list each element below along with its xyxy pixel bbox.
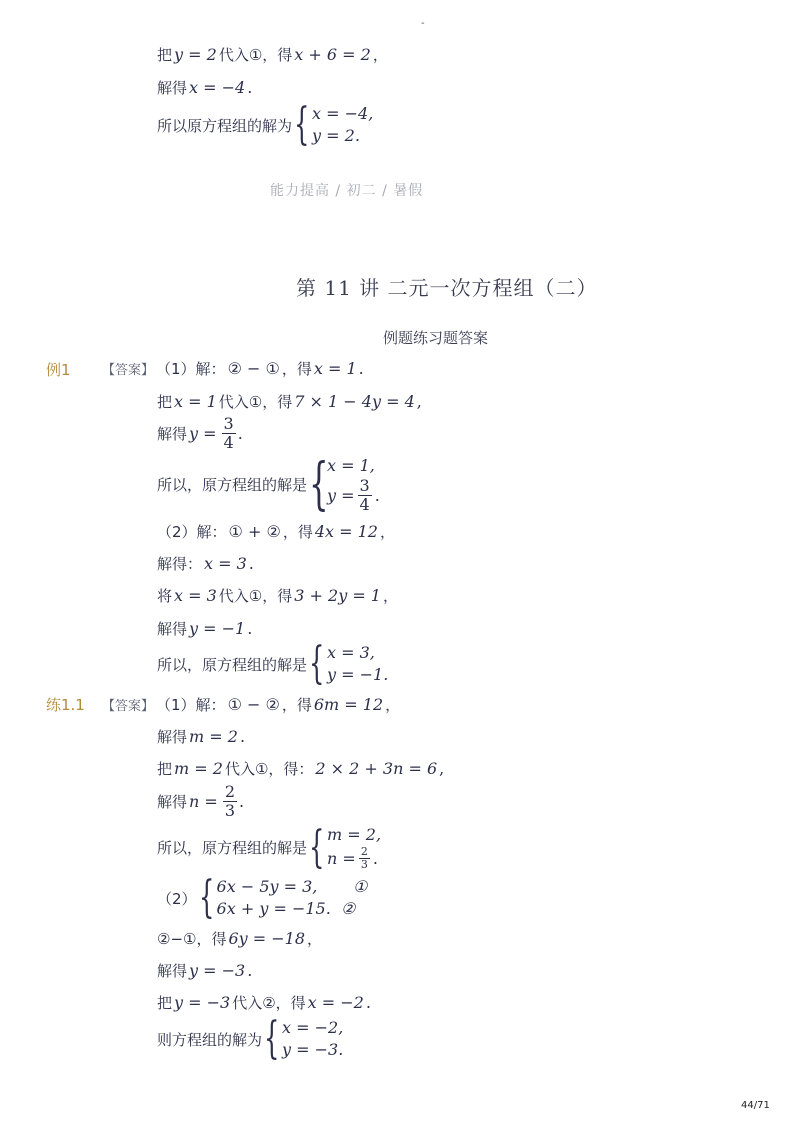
ex1-line-3 [157, 415, 245, 452]
ex2-line-6 [157, 872, 369, 923]
equation: x = −4, [312, 104, 374, 123]
math: ① + ② [228, 522, 281, 541]
text: ， [382, 587, 398, 605]
math: 3 + 2y = 1 [294, 586, 381, 605]
math: x = 1 [174, 392, 217, 411]
math: x = 1 [313, 359, 357, 378]
ex2-line-3 [157, 758, 446, 779]
text: 解得 [157, 793, 188, 811]
numerator: 2 [224, 782, 235, 801]
equation [327, 846, 381, 871]
fraction [222, 415, 236, 452]
fraction [223, 783, 237, 820]
equation: y = 2. [312, 126, 360, 145]
fraction [359, 846, 370, 871]
equation-system [327, 824, 381, 871]
text: 所以，原方程组的解是 [157, 839, 308, 857]
equation: m = 2, [327, 825, 382, 844]
text: 把 [157, 994, 173, 1012]
math: 6y = −18 [228, 929, 306, 948]
footer-course-label: 能力提高 / 初二 / 暑假 [270, 183, 424, 199]
answer-tag: 【答案】 [102, 363, 155, 378]
equation: x = 3, [327, 643, 375, 662]
practice-label: 练1.1 [46, 696, 85, 714]
left-brace: { [264, 1013, 280, 1064]
equation-system [282, 1017, 343, 1061]
ex2-line-7 [157, 928, 324, 949]
equation: 6x − 5y = 3, ① [216, 877, 368, 896]
math: 6m = 12 [313, 695, 384, 714]
text: 则方程组的解为 [157, 1030, 263, 1049]
text: ， [379, 523, 395, 541]
ex2-line-4 [157, 783, 246, 820]
text: 把 [157, 760, 173, 778]
text: ，得 [281, 696, 312, 714]
equation-system [312, 103, 373, 147]
text: . [237, 424, 243, 443]
math: n = [327, 848, 356, 868]
ex1-line-5 [157, 521, 397, 542]
math: m = 2 [174, 759, 223, 778]
section-title: 例题练习题答案 [383, 329, 489, 347]
text: 所以，原方程组的解是 [157, 655, 308, 674]
math: x + 6 = 2 [294, 45, 371, 64]
equation: x = 1, [327, 456, 375, 475]
text: ， [372, 46, 388, 64]
text: ②−①，得 [157, 930, 227, 948]
left-brace: { [309, 451, 329, 517]
ex1-line-6 [157, 553, 256, 574]
math: y = 2 [174, 45, 217, 64]
equation [327, 477, 380, 514]
text: （2） [157, 889, 197, 908]
header-mark: - [421, 18, 425, 29]
math: n = [189, 792, 218, 811]
text: 解得 [157, 425, 188, 443]
numerator: 3 [359, 476, 370, 495]
text: 代入①，得 [218, 46, 293, 64]
ex2-line-8 [157, 960, 254, 981]
left-brace: { [198, 872, 214, 923]
ex2-line-1 [102, 694, 402, 715]
math: m = 2 [189, 727, 238, 746]
text: 所以原方程组的解为 [157, 116, 293, 135]
text: ，得 [282, 523, 313, 541]
equation-system [327, 642, 388, 686]
equation: y = −1. [327, 665, 389, 684]
top-line-1 [157, 44, 390, 65]
text: ，得 [281, 360, 312, 378]
text: 解得 [157, 79, 188, 97]
ex1-line-9 [157, 638, 390, 689]
math: y = [327, 485, 355, 505]
text: . [365, 993, 371, 1012]
ex2-line-10 [157, 1013, 345, 1064]
math: y = −1 [189, 619, 246, 638]
ex1-line-1 [102, 358, 366, 379]
text: ， [385, 696, 401, 714]
fraction [358, 477, 372, 514]
denominator: 3 [224, 801, 235, 820]
text: 解得 [157, 962, 188, 980]
text: . [239, 727, 246, 746]
text: . [247, 619, 253, 638]
text: 代入①，得 [218, 587, 293, 605]
text: 把 [157, 393, 173, 411]
math: 2 × 2 + 3n = 6 [315, 759, 438, 778]
text: 代入②，得 [232, 994, 306, 1012]
math: ① − ② [227, 695, 280, 714]
top-line-2 [157, 77, 254, 98]
ex2-line-9 [157, 992, 373, 1013]
math: x = −4 [189, 78, 246, 97]
math: x = −2 [307, 993, 364, 1012]
text: , [439, 759, 445, 778]
text: 代入①，得： [224, 760, 314, 778]
text: 解得 [157, 728, 188, 746]
math: x = 3 [174, 586, 217, 605]
ex2-line-2 [157, 726, 247, 747]
equation-system [327, 455, 380, 514]
denominator: 4 [359, 495, 370, 514]
text: , [416, 392, 422, 411]
ex1-line-4 [157, 451, 382, 517]
text: 所以，原方程组的解是 [157, 476, 308, 494]
denominator: 3 [360, 858, 368, 871]
math: x = 3 [204, 554, 247, 573]
lesson-title: 第 11 讲 二元一次方程组（二） [296, 276, 598, 300]
text: 解得： [157, 555, 203, 573]
equation: x = −2, [282, 1018, 344, 1037]
example-label: 例1 [46, 361, 71, 379]
text: （2）解： [157, 523, 227, 541]
text: （1）解： [156, 360, 226, 378]
equation: y = −3. [282, 1040, 344, 1059]
text: 将 [157, 587, 173, 605]
math: y = [189, 424, 217, 443]
text: . [248, 554, 254, 573]
text: . [239, 792, 245, 811]
answer-tag: 【答案】 [102, 699, 155, 714]
text: . [372, 848, 378, 868]
text: （1）解： [156, 696, 226, 714]
top-line-3 [157, 99, 375, 150]
text: 代入①，得 [218, 393, 293, 411]
text: . [358, 359, 364, 378]
left-brace: { [294, 99, 310, 150]
equation-system [217, 876, 368, 920]
math: y = −3 [174, 993, 231, 1012]
ex2-line-5 [157, 821, 383, 873]
denominator: 4 [223, 433, 234, 452]
ex1-line-2 [157, 391, 424, 412]
text: . [247, 961, 253, 980]
math: ② − ① [227, 359, 280, 378]
numerator: 2 [360, 845, 368, 858]
numerator: 3 [223, 414, 234, 433]
equation: 6x + y = −15. ② [216, 899, 356, 918]
text: 解得 [157, 620, 188, 638]
ex1-line-8 [157, 618, 254, 639]
math: 4x = 12 [314, 522, 378, 541]
math: y = −3 [189, 961, 246, 980]
math: 7 × 1 − 4y = 4 [294, 392, 415, 411]
left-brace: { [309, 821, 325, 873]
ex1-line-7 [157, 585, 400, 606]
page-number: 44/71 [741, 1100, 770, 1111]
text: . [374, 485, 380, 505]
text: . [247, 78, 253, 97]
left-brace: { [309, 638, 325, 689]
text: ， [307, 930, 323, 948]
text: 把 [157, 46, 173, 64]
